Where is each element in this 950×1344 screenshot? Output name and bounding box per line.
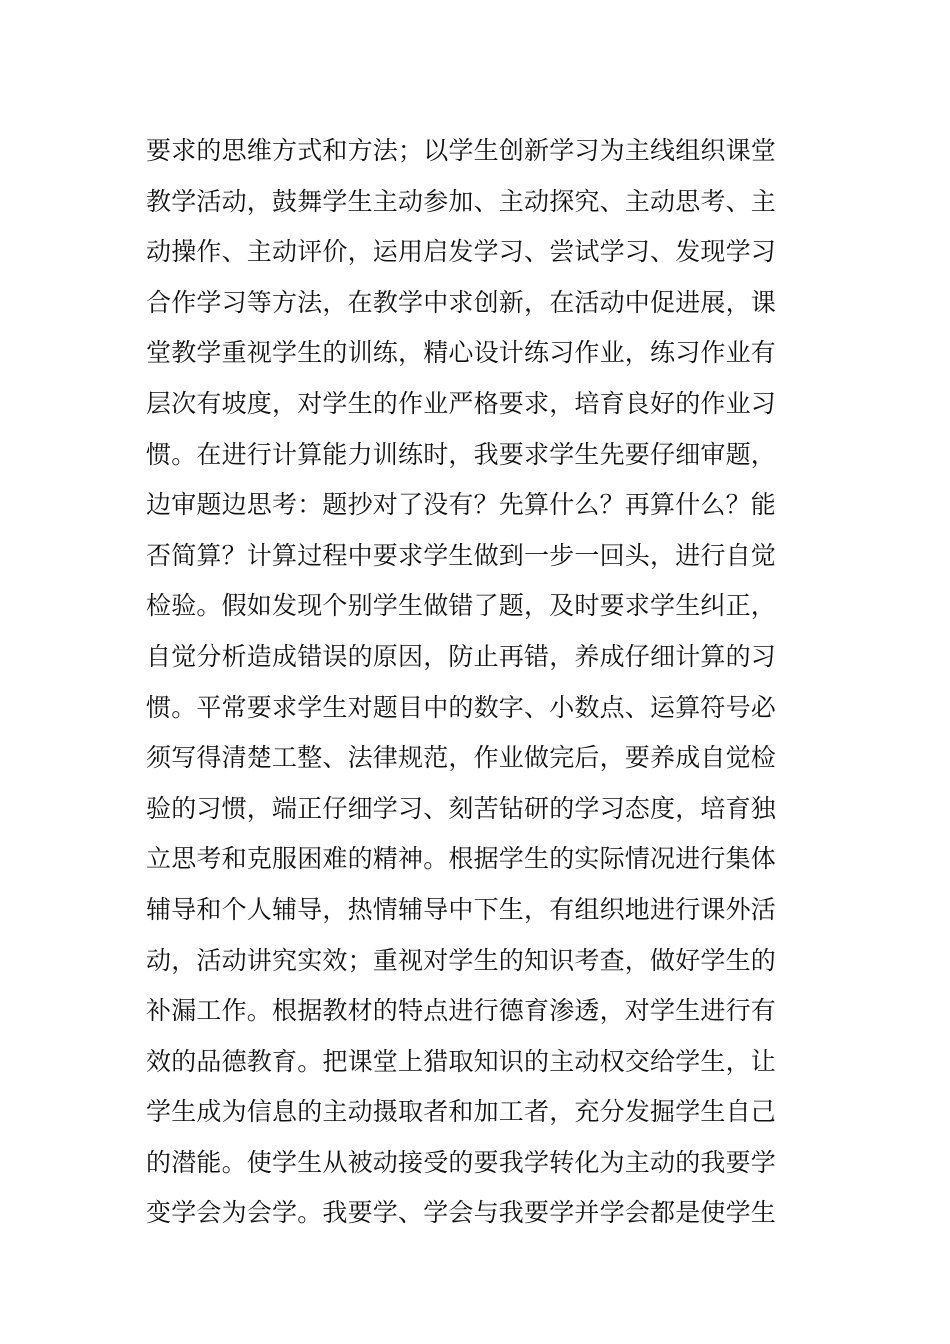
text-line: 合作学习等方法，在教学中求创新，在活动中促进展，课 [146, 287, 777, 317]
body-text [146, 126, 816, 1239]
text-line: 检验。假如发现个别学生做错了题，及时要求学生纠正， [146, 591, 777, 621]
text-line: 验的习惯，端正仔细学习、刻苦钻研的学习态度，培育独 [146, 793, 777, 823]
text-line: 惯。在进行计算能力训练时，我要求学生先要仔细审题， [146, 439, 777, 469]
text-line: 须写得清楚工整、法律规范，作业做完后，要养成自觉检 [146, 743, 777, 773]
text-line: 要求的思维方式和方法；以学生创新学习为主线组织课堂 [146, 136, 777, 165]
text-line: 教学活动，鼓舞学生主动参加、主动探究、主动思考、主 [146, 186, 777, 216]
text-line: 补漏工作。根据教材的特点进行德育渗透，对学生进行有 [146, 996, 777, 1026]
text-line: 效的品德教育。把课堂上猎取知识的主动权交给学生，让 [146, 1046, 777, 1076]
text-line: 变学会为会学。我要学、学会与我要学并学会都是使学生 [146, 1198, 777, 1228]
text-line: 立思考和克服困难的精神。根据学生的实际情况进行集体 [146, 844, 777, 874]
text-line: 的潜能。使学生从被动接受的要我学转化为主动的我要学 [146, 1147, 777, 1177]
text-line: 辅导和个人辅导，热情辅导中下生，有组织地进行课外活 [146, 894, 777, 924]
text-line: 学生成为信息的主动摄取者和加工者，充分发掘学生自己 [146, 1097, 777, 1127]
text-line: 层次有坡度，对学生的作业严格要求，培育良好的作业习 [146, 388, 777, 418]
text-line: 动操作、主动评价，运用启发学习、尝试学习、发现学习 [146, 237, 777, 267]
text-line: 自觉分析造成错误的原因，防止再错，养成仔细计算的习 [146, 641, 777, 671]
text-line: 惯。平常要求学生对题目中的数字、小数点、运算符号必 [146, 692, 777, 722]
text-line: 堂教学重视学生的训练，精心设计练习作业，练习作业有 [146, 338, 777, 368]
text-line: 动，活动讲究实效；重视对学生的知识考查，做好学生的 [146, 945, 777, 975]
text-line: 否简算？计算过程中要求学生做到一步一回头，进行自觉 [146, 540, 777, 570]
text-line: 边审题边思考：题抄对了没有？先算什么？再算什么？能 [146, 490, 777, 520]
